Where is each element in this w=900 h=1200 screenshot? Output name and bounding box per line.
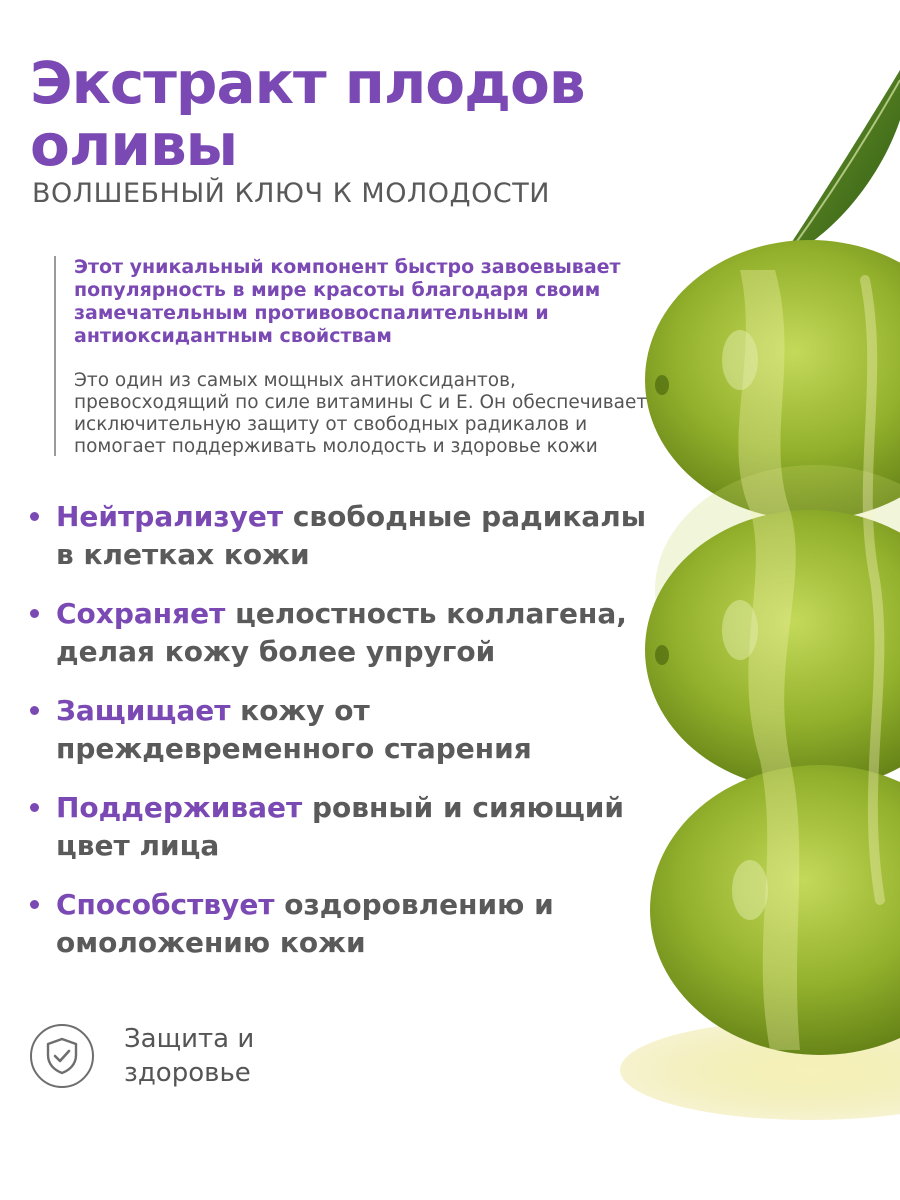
badge-label: Защита и здоровье: [124, 1024, 255, 1088]
bullet-dot: [30, 609, 39, 618]
page-subtitle: ВОЛШЕБНЫЙ КЛЮЧ К МОЛОДОСТИ: [32, 178, 550, 209]
shield-check-icon: [30, 1024, 94, 1088]
bullet-dot: [30, 512, 39, 521]
benefit-item: [30, 498, 650, 595]
benefit-text: кожу от преждевременного старения: [56, 694, 532, 765]
intro-block: [54, 256, 654, 456]
olive-leaf: [780, 70, 900, 260]
benefit-item: [30, 789, 650, 886]
benefits-list: [30, 498, 650, 983]
benefit-text: целостность коллагена, делая кожу более упругой: [56, 597, 627, 668]
benefit-highlight: Сохраняет: [56, 597, 226, 630]
bullet-dot: [30, 803, 39, 812]
benefit-text: оздоровлению и омоложению кожи: [56, 888, 554, 959]
page-title: Экстракт плодов оливы: [30, 49, 585, 179]
benefit-text: ровный и сияющий цвет лица: [56, 791, 625, 862]
benefit-highlight: Нейтрализует: [56, 500, 284, 533]
benefit-highlight: Защищает: [56, 694, 231, 727]
benefit-highlight: Способствует: [56, 888, 275, 921]
intro-lead: Этот уникальный компонент быстро завоевывает популярность в мире красоты благодаря своим замечательным противовоспалительным и антиоксидантным свойствам: [74, 256, 621, 347]
intro-body: Это один из самых мощных антиоксидантов, превосходящий по силе витамины С и Е. Он обеспечивает исключительную защиту от свободных радикалов и помогает поддерживать молодость и здоровье кожи: [74, 370, 648, 457]
bullet-dot: [30, 706, 39, 715]
protection-badge: [30, 1022, 294, 1090]
benefit-text: свободные радикалы в клетках кожи: [56, 500, 647, 571]
benefit-item: [30, 886, 650, 983]
benefit-item: [30, 595, 650, 692]
olives-illustration: [600, 60, 900, 1140]
benefit-highlight: Поддерживает: [56, 791, 303, 824]
benefit-item: [30, 692, 650, 789]
bullet-dot: [30, 900, 39, 909]
